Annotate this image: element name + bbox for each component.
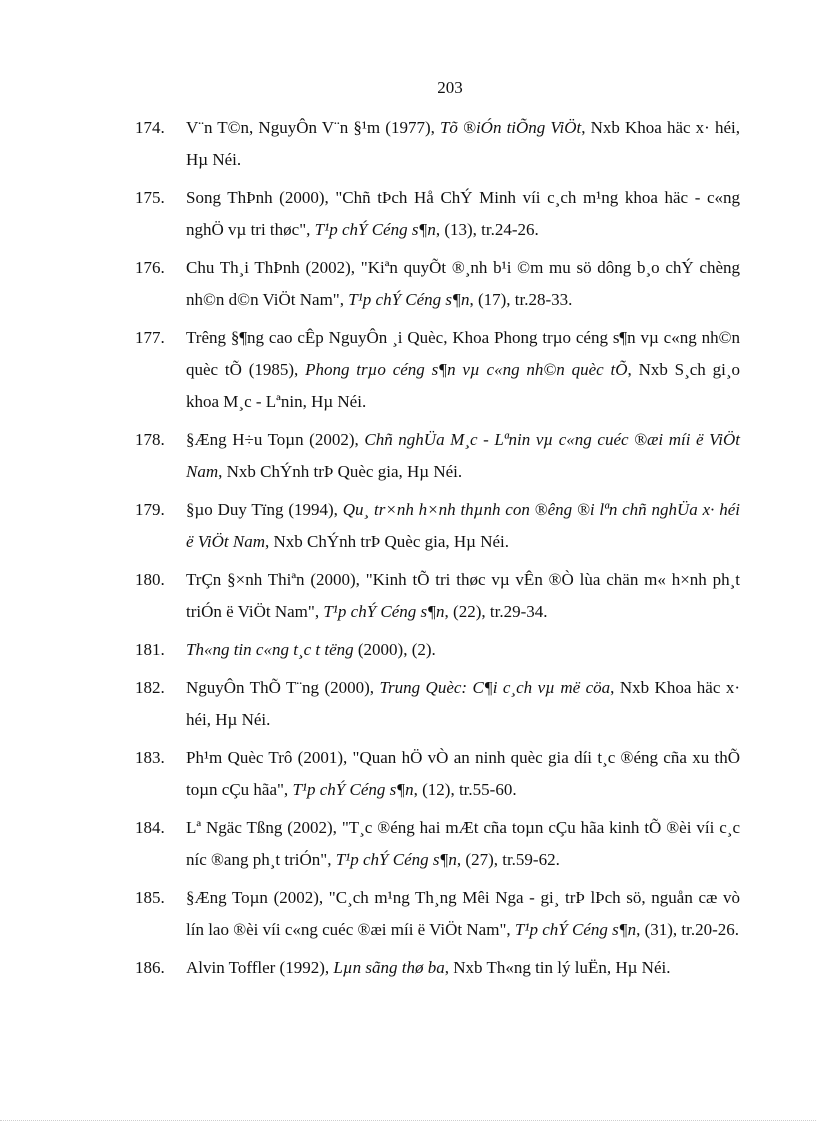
reference-text: , (31), tr.20-26.	[636, 920, 740, 939]
reference-text: Song ThÞnh (2000), "Chñ tÞch Hå ChÝ Minh víi c¸ch m¹ng khoa häc - c«ng nghÖ vµ tri thøc",	[186, 188, 740, 239]
reference-number: 184.	[135, 818, 165, 837]
reference-text: , (27), tr.59-62.	[456, 850, 560, 869]
reference-title: T¹p chÝ Céng s¶n	[335, 850, 457, 869]
reference-item	[0, 672, 816, 736]
reference-text: Alvin Toffler (1992),	[186, 958, 334, 977]
reference-text: Lª Ngäc Tßng (2002), "T¸c ®éng hai mÆt cña toµn cÇu hãa kinh tÕ ®èi víi c¸c níc ®ang ph¸t triÓn",	[186, 818, 740, 869]
reference-number: 177.	[135, 328, 165, 347]
reference-text: , (22), tr.29-34.	[444, 602, 548, 621]
reference-item	[0, 742, 816, 806]
reference-title: Phong trµo céng s¶n vµ c«ng nh©n quèc tÕ	[305, 360, 628, 379]
reference-number: 181.	[135, 640, 165, 659]
reference-text: Trêng §¶ng cao cÊp NguyÔn ¸i Quèc, Khoa Phong trµo céng s¶n vµ c«ng nh©n quèc tÕ (1985),	[186, 328, 740, 379]
reference-title: Th«ng tin c«ng t¸c t tëng	[186, 640, 354, 659]
reference-text: NguyÔn ThÕ T¨ng (2000),	[186, 678, 380, 697]
reference-item	[0, 812, 816, 876]
reference-number: 185.	[135, 888, 165, 907]
reference-title: T¹p chÝ Céng s¶n	[292, 780, 414, 799]
reference-item	[0, 564, 816, 628]
reference-item	[0, 952, 816, 984]
reference-text: , Nxb ChÝnh trÞ Quèc gia, Hµ Néi.	[218, 462, 463, 481]
page-number: 203	[437, 78, 463, 97]
reference-text: §µo Duy Tïng (1994),	[186, 500, 343, 519]
reference-number: 174.	[135, 118, 165, 137]
reference-number: 183.	[135, 748, 165, 767]
reference-title: T¹p chÝ Céng s¶n	[314, 220, 436, 239]
reference-title: T¹p chÝ Céng s¶n	[323, 602, 445, 621]
page-bottom-border	[0, 1120, 816, 1121]
reference-text: TrÇn §×nh Thiªn (2000), "Kinh tÕ tri thøc vµ vÊn ®Ò lùa chän m« h×nh ph¸t triÓn ë ViÖt Nam",	[186, 570, 740, 621]
reference-text: , (12), tr.55-60.	[413, 780, 517, 799]
reference-text: , Nxb Khoa häc x· héi, Hµ Néi.	[186, 678, 740, 729]
reference-number: 182.	[135, 678, 165, 697]
reference-title: T¹p chÝ Céng s¶n	[514, 920, 637, 939]
reference-text: , Nxb S¸ch gi¸o khoa M¸c - Lªnin, Hµ Néi.	[186, 360, 740, 411]
reference-text: §Æng H÷u Toµn (2002),	[186, 430, 365, 449]
reference-title: Qu¸ tr×nh h×nh thµnh con ®êng ®i lªn chñ nghÜa x· héi ë ViÖt Nam	[186, 500, 740, 551]
reference-text: Ph¹m Quèc Trô (2001), "Quan hÖ vÒ an ninh quèc gia díi t¸c ®éng cña xu thÕ toµn cÇu hãa",	[186, 748, 740, 799]
reference-title: Tõ ®iÓn tiÕng ViÖt	[439, 118, 582, 137]
reference-number: 180.	[135, 570, 165, 589]
reference-item	[0, 112, 816, 176]
reference-number: 179.	[135, 500, 165, 519]
reference-text: Chu Th¸i ThÞnh (2002), "Kiªn quyÕt ®¸nh b¹i ©m mu sö dông b¸o chÝ chèng nh©n d©n ViÖt Nam",	[186, 258, 740, 309]
reference-number: 175.	[135, 188, 165, 207]
reference-text: , Nxb Khoa häc x· héi, Hµ Néi.	[186, 118, 740, 169]
reference-title: Chñ nghÜa M¸c - Lªnin vµ c«ng cuéc ®æi míi ë ViÖt Nam	[186, 430, 740, 481]
reference-list	[0, 112, 816, 990]
reference-text: V¨n T©n, NguyÔn V¨n §¹m (1977),	[186, 118, 440, 137]
reference-number: 178.	[135, 430, 165, 449]
reference-number: 176.	[135, 258, 165, 277]
reference-item	[0, 424, 816, 488]
reference-item	[0, 494, 816, 558]
reference-item	[0, 634, 816, 666]
reference-title: Trung Quèc: C¶i c¸ch vµ më cöa	[379, 678, 611, 697]
reference-item	[0, 252, 816, 316]
reference-text: §Æng Toµn (2002), "C¸ch m¹ng Th¸ng Mêi Nga - gi¸ trÞ lÞch sö, nguån cæ vò lín lao ®èi víi c«ng cuéc ®æi míi ë ViÖt Nam",	[186, 888, 740, 939]
reference-item	[0, 182, 816, 246]
reference-title: Lµn sãng thø ba	[333, 958, 445, 977]
reference-text: , (17), tr.28-33.	[469, 290, 573, 309]
reference-text: , Nxb Th«ng tin lý luËn, Hµ Néi.	[444, 958, 671, 977]
reference-text: , (13), tr.24-26.	[435, 220, 539, 239]
reference-item	[0, 882, 816, 946]
reference-text: (2000), (2).	[353, 640, 436, 659]
reference-item	[0, 322, 816, 418]
reference-title: T¹p chÝ Céng s¶n	[348, 290, 470, 309]
reference-text: , Nxb ChÝnh trÞ Quèc gia, Hµ Néi.	[265, 532, 510, 551]
reference-number: 186.	[135, 958, 165, 977]
